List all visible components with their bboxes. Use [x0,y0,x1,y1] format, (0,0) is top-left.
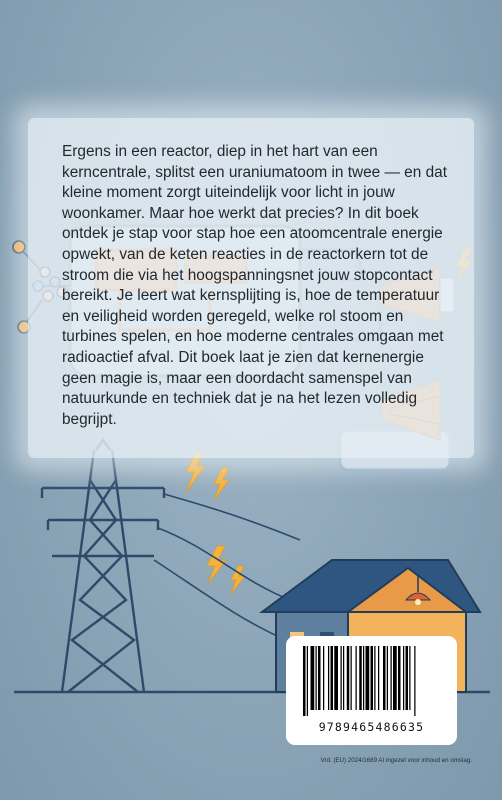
barcode-bar [351,646,352,710]
barcode-bar [347,646,350,710]
barcode-bar [398,646,401,710]
barcode-bar [328,646,329,710]
barcode-bar [343,646,344,710]
barcode-bar [331,646,334,710]
barcode-bar [409,646,410,710]
barcode-bar [311,646,315,710]
barcode-bar [323,646,324,710]
barcode-bar [363,646,364,710]
barcode-bar [316,646,317,710]
barcode-bar [303,646,306,716]
barcode-bar [393,646,397,710]
barcode [303,646,443,716]
barcode-bar [366,646,370,710]
barcode-bar [371,646,374,710]
barcode-bar [334,646,338,710]
barcode-bar [403,646,404,710]
barcode-bar [307,646,308,716]
barcode-bar [318,646,321,710]
barcode-bar [374,646,375,710]
barcode-bar [406,646,409,710]
barcode-box [286,636,457,745]
barcode-bar [378,646,379,710]
ai-disclosure-notice: Vrd. (EU) 2024/1689 AI ingezet voor inhoud en omslag. [320,757,472,764]
transmission-tower-icon [42,440,164,692]
barcode-bar [356,646,357,710]
barcode-bar [391,646,392,710]
back-cover-blurb: Ergens in een reactor, diep in het hart van een kerncentrale, splitst een uraniumatoom in twee — en dat kleine moment zorgt uiteindelijk voor licht in jouw woonkamer. Maar hoe werkt dat precies? In dit boek ontdek je stap voor stap hoe een atoomcentrale energie opwekt, van de keten reacties in de reactorkern tot de stroom die via het hoogspanningsnet jouw stopcontact bereikt. Je leert wat kernsplijting is, hoe de temperatuur en veiligheid worden geregeld, welke rol stoom en turbines spelen, en hoe moderne centrales omgaan met radioactief afval. Dit boek laat je zien dat kernenergie geen magie is, maar een doordacht samenspel van natuurkunde en techniek dat je na het lezen volledig begrijpt. [62,143,447,428]
barcode-bar [387,646,388,710]
barcode-bar [383,646,386,710]
barcode-bar [359,646,362,710]
isbn-number: 9789465486635 [318,720,425,734]
barcode-bar [341,646,342,710]
barcode-bar [414,646,415,716]
